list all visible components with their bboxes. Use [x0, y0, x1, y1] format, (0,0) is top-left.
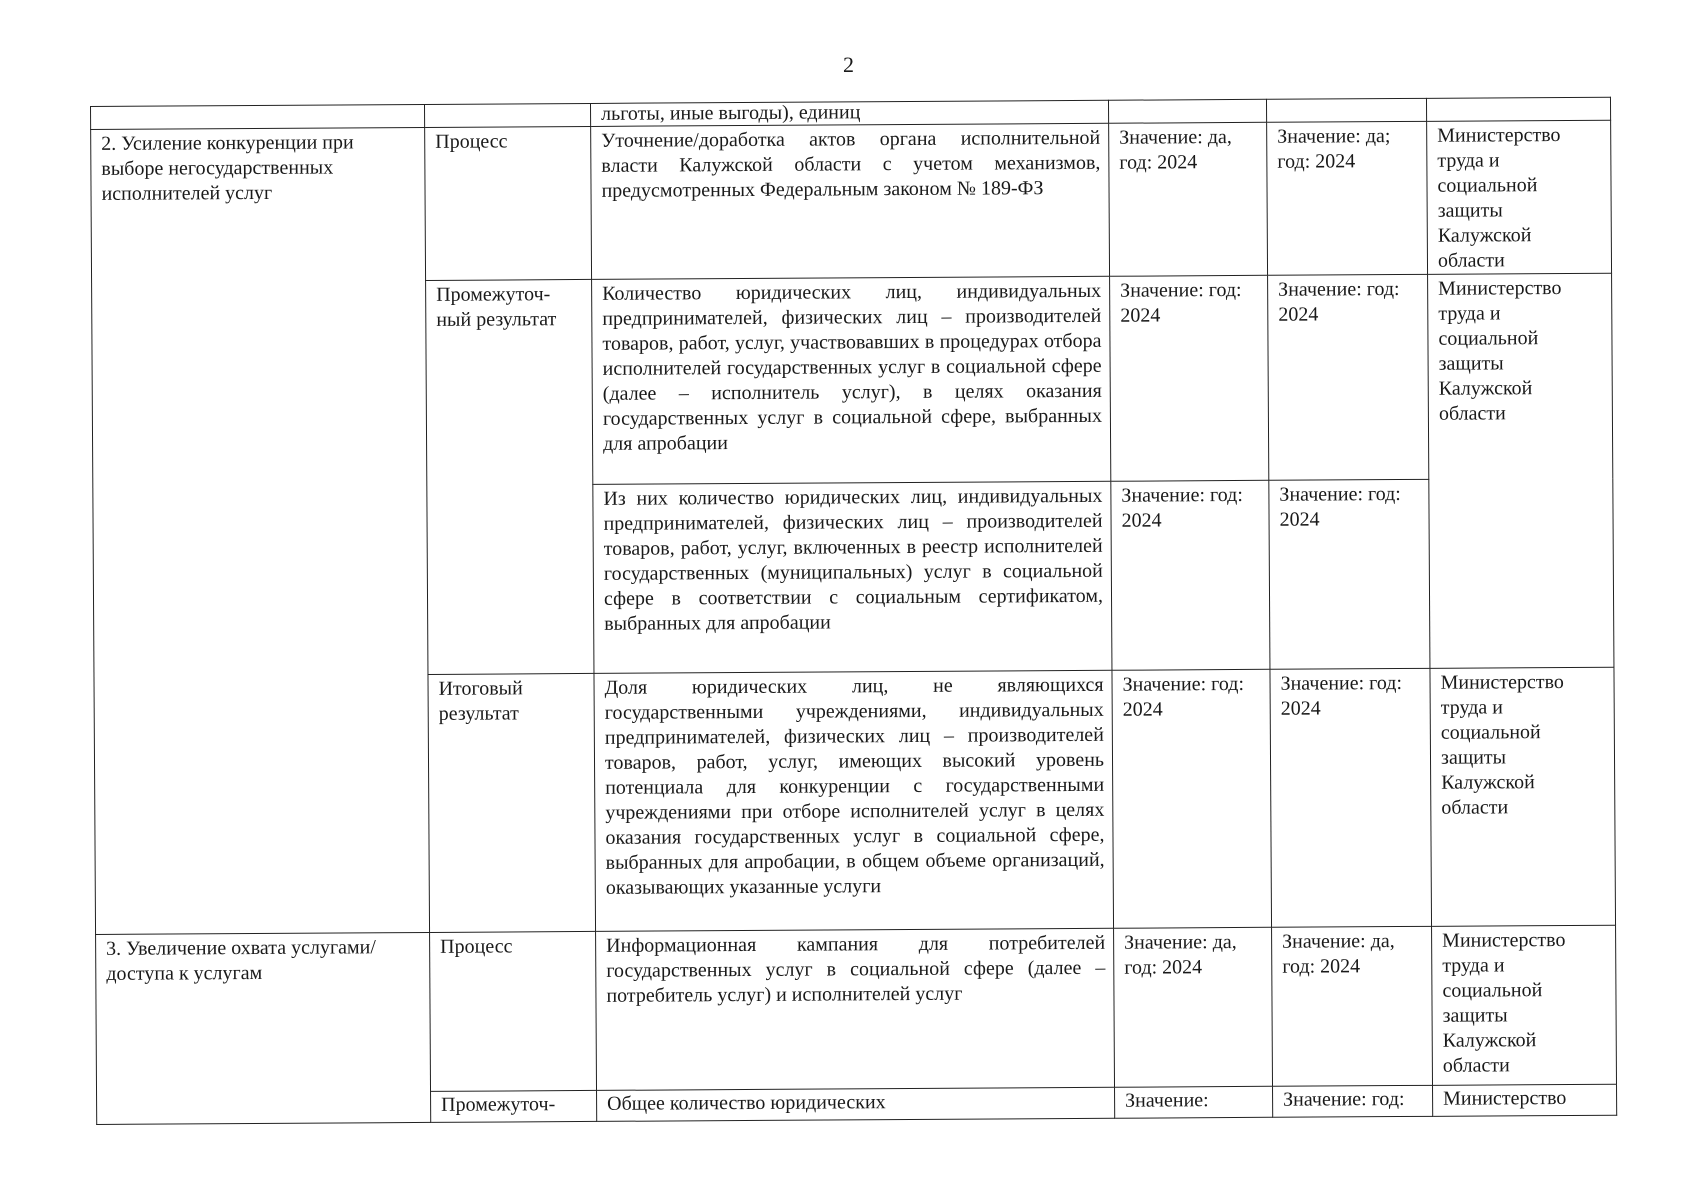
description-cell: Уточнение/доработка актов органа исполнительной власти Калужской области с учетом механизмов, предусмотренных Федеральным законом № 189-ФЗ: [591, 123, 1110, 279]
value-cell: Значение: год: 2024: [1268, 274, 1429, 480]
value-cell: Значение: год: 2024: [1112, 669, 1272, 928]
responsible-cell: [1426, 97, 1610, 121]
description-cell: Информационная кампания для потребителей государственных услуг в социальной сфере (далее – потребитель услуг) и исполнителей услуг: [596, 928, 1115, 1090]
page-number: 2: [843, 52, 854, 77]
table-row: [91, 120, 1612, 282]
value-cell: [1266, 98, 1426, 122]
kind-cell: Промежуточ-ный результат: [426, 279, 594, 674]
value-cell: Значение: год: 2024: [1270, 668, 1432, 927]
value-cell: Значение: да, год: 2024: [1272, 926, 1433, 1086]
value-cell: Значение: да, год: 2024: [1114, 927, 1273, 1087]
value-cell: Значение:: [1115, 1086, 1273, 1118]
kind-cell: Промежуточ-: [431, 1090, 597, 1122]
responsible-cell: Министерство труда и социальной защиты Калужской области: [1430, 667, 1616, 926]
responsible-cell: Министерство труда и социальной защиты Калужской области: [1427, 120, 1612, 274]
kind-cell: Итоговый результат: [428, 673, 596, 932]
description-cell: Количество юридических лиц, индивидуальных предпринимателей, физических лиц – производителей товаров, работ, услуг, участвовавших в процедурах отбора исполнителей государственных услуг в социальной сфере (далее – исполнитель услуг), в целях оказания государственных услуг в социальной сфере, выбранных для апробации: [592, 276, 1111, 484]
value-cell: Значение: год:: [1273, 1085, 1433, 1117]
responsible-cell: Министерство труда и социальной защиты Калужской области: [1432, 925, 1617, 1085]
kind-cell: Процесс: [425, 126, 592, 280]
value-cell: [1108, 99, 1266, 123]
description-cell: Доля юридических лиц, не являющихся государственными учреждениями, индивидуальных предпринимателей, физических лиц – производителей товаров, работ, услуг, имеющих высокий уровень потенциала для конкуренции с государственными учреждениями при отборе исполнителей услуг в целях оказания государственных услуг в социальной сфере, выбранных для апробации, в общем объеме организаций, оказывающих указанные услуги: [594, 670, 1114, 931]
kind-cell: [424, 103, 590, 127]
description-cell: льготы, иные выгоды), единиц: [590, 100, 1108, 126]
kind-cell: Процесс: [430, 931, 597, 1091]
goal-2-title: 2. Усиление конкуренции при выборе негосударственных исполнителей услуг: [91, 127, 430, 934]
value-cell: Значение: да; год: 2024: [1267, 121, 1428, 275]
measures-table: [90, 97, 1617, 1125]
value-cell: Значение: да, год: 2024: [1109, 122, 1268, 276]
goal-3-title: 3. Увеличение охвата услугами/ доступа к услугам: [96, 932, 431, 1124]
value-cell: Значение: год: 2024: [1110, 275, 1269, 481]
table-row: [96, 925, 1617, 1093]
value-cell: Значение: год: 2024: [1269, 479, 1430, 669]
goal-cell: [91, 104, 425, 129]
description-cell: Из них количество юридических лиц, индивидуальных предпринимателей, физических лиц – производителей товаров, работ, услуг, включенных в реестр исполнителей государственных (муниципальных) услуг в социальной сфере в соответствии с социальным сертификатом, выбранных для апробации: [593, 481, 1112, 673]
responsible-cell: Министерство труда и социальной защиты Калужской области: [1428, 273, 1614, 668]
description-cell: Общее количество юридических: [597, 1087, 1115, 1121]
responsible-cell: Министерство: [1433, 1084, 1617, 1116]
value-cell: Значение: год: 2024: [1111, 480, 1270, 670]
